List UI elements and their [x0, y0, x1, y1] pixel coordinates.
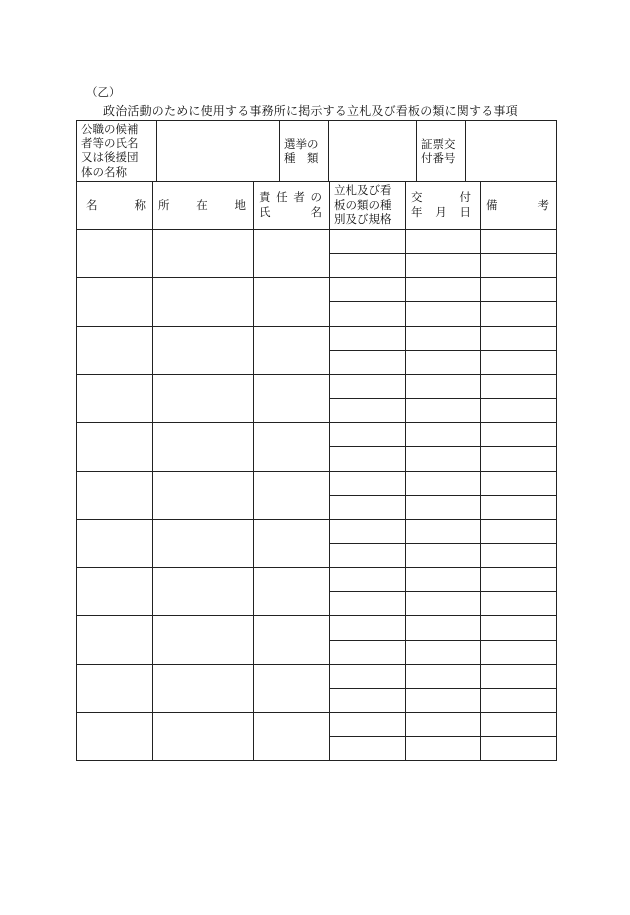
responsible-person-cell[interactable] [254, 230, 328, 276]
responsible-person-cell[interactable] [254, 713, 328, 759]
name-cell[interactable] [77, 375, 151, 421]
location-cell[interactable] [153, 472, 252, 518]
remarks-cell[interactable] [481, 689, 555, 711]
certificate-number-field[interactable] [466, 121, 555, 181]
name-cell[interactable] [77, 665, 151, 711]
column-header-remarks: 備 考 [486, 198, 549, 212]
election-type-field[interactable] [329, 121, 416, 181]
sign-type-cell[interactable] [330, 520, 404, 542]
sign-type-cell[interactable] [330, 592, 404, 614]
responsible-person-cell[interactable] [254, 327, 328, 373]
sign-type-cell[interactable] [330, 713, 404, 735]
name-cell[interactable] [77, 278, 151, 324]
location-cell[interactable] [153, 278, 252, 324]
sign-type-cell[interactable] [330, 327, 404, 349]
remarks-cell[interactable] [481, 544, 555, 566]
remarks-cell[interactable] [481, 472, 555, 494]
issue-date-cell[interactable] [406, 254, 479, 276]
candidate-name-field[interactable] [157, 121, 278, 181]
issue-date-cell[interactable] [406, 520, 479, 542]
remarks-cell[interactable] [481, 399, 555, 421]
name-cell[interactable] [77, 713, 151, 759]
name-cell[interactable] [77, 423, 151, 469]
page-title: 政治活動のために使用する事務所に掲示する立札及び看板の類に関する事項 [103, 104, 518, 118]
sign-type-cell[interactable] [330, 278, 404, 300]
sign-type-cell[interactable] [330, 689, 404, 711]
candidate-name-label: 公職の候補 者等の氏名 又は後援団 体の名称 [81, 122, 139, 179]
issue-date-cell[interactable] [406, 230, 479, 252]
election-type-label: 選挙の 種 類 [284, 137, 319, 166]
location-cell[interactable] [153, 423, 252, 469]
remarks-cell[interactable] [481, 665, 555, 687]
issue-date-cell[interactable] [406, 592, 479, 614]
issue-date-cell[interactable] [406, 713, 479, 735]
remarks-cell[interactable] [481, 375, 555, 397]
issue-date-cell[interactable] [406, 568, 479, 590]
remarks-cell[interactable] [481, 278, 555, 300]
certificate-number-label: 証票交 付番号 [421, 137, 456, 166]
sign-type-cell[interactable] [330, 616, 404, 638]
issue-date-cell[interactable] [406, 302, 479, 324]
location-cell[interactable] [153, 568, 252, 614]
location-cell[interactable] [153, 665, 252, 711]
name-cell[interactable] [77, 230, 151, 276]
sign-type-cell[interactable] [330, 351, 404, 373]
remarks-cell[interactable] [481, 737, 555, 759]
issue-date-cell[interactable] [406, 665, 479, 687]
sign-type-cell[interactable] [330, 472, 404, 494]
issue-date-cell[interactable] [406, 616, 479, 638]
issue-date-cell[interactable] [406, 737, 479, 759]
location-cell[interactable] [153, 713, 252, 759]
sign-type-cell[interactable] [330, 544, 404, 566]
sign-type-cell[interactable] [330, 399, 404, 421]
remarks-cell[interactable] [481, 520, 555, 542]
location-cell[interactable] [153, 230, 252, 276]
column-header-location: 所 在 地 [158, 198, 246, 212]
remarks-cell[interactable] [481, 254, 555, 276]
issue-date-cell[interactable] [406, 278, 479, 300]
issue-date-cell[interactable] [406, 351, 479, 373]
sign-type-cell[interactable] [330, 496, 404, 518]
name-cell[interactable] [77, 568, 151, 614]
remarks-cell[interactable] [481, 568, 555, 590]
responsible-person-cell[interactable] [254, 472, 328, 518]
remarks-cell[interactable] [481, 496, 555, 518]
responsible-person-cell[interactable] [254, 278, 328, 324]
remarks-cell[interactable] [481, 616, 555, 638]
name-cell[interactable] [77, 616, 151, 662]
issue-date-cell[interactable] [406, 641, 479, 663]
issue-date-cell[interactable] [406, 447, 479, 469]
responsible-person-cell[interactable] [254, 616, 328, 662]
remarks-cell[interactable] [481, 592, 555, 614]
sign-type-cell[interactable] [330, 737, 404, 759]
sign-type-cell[interactable] [330, 254, 404, 276]
responsible-person-cell[interactable] [254, 520, 328, 566]
remarks-cell[interactable] [481, 230, 555, 252]
issue-date-cell[interactable] [406, 423, 479, 445]
issue-date-cell[interactable] [406, 327, 479, 349]
remarks-cell[interactable] [481, 351, 555, 373]
sign-type-cell[interactable] [330, 641, 404, 663]
name-cell[interactable] [77, 327, 151, 373]
issue-date-cell[interactable] [406, 399, 479, 421]
remarks-cell[interactable] [481, 423, 555, 445]
location-cell[interactable] [153, 327, 252, 373]
issue-date-cell[interactable] [406, 472, 479, 494]
sign-type-cell[interactable] [330, 375, 404, 397]
issue-date-cell[interactable] [406, 375, 479, 397]
responsible-person-cell[interactable] [254, 665, 328, 711]
sign-type-cell[interactable] [330, 665, 404, 687]
sign-type-cell[interactable] [330, 447, 404, 469]
responsible-person-cell[interactable] [254, 423, 328, 469]
location-cell[interactable] [153, 616, 252, 662]
sign-type-cell[interactable] [330, 568, 404, 590]
remarks-cell[interactable] [481, 713, 555, 735]
remarks-cell[interactable] [481, 641, 555, 663]
location-cell[interactable] [153, 520, 252, 566]
responsible-person-cell[interactable] [254, 375, 328, 421]
form-id: （乙） [86, 85, 121, 99]
column-header-name: 名 称 [86, 198, 146, 212]
sign-type-cell[interactable] [330, 230, 404, 252]
location-cell[interactable] [153, 375, 252, 421]
remarks-cell[interactable] [481, 302, 555, 324]
sign-type-cell[interactable] [330, 423, 404, 445]
name-cell[interactable] [77, 472, 151, 518]
name-cell[interactable] [77, 520, 151, 566]
remarks-cell[interactable] [481, 327, 555, 349]
responsible-person-cell[interactable] [254, 568, 328, 614]
sign-type-cell[interactable] [330, 302, 404, 324]
remarks-cell[interactable] [481, 447, 555, 469]
issue-date-cell[interactable] [406, 544, 479, 566]
issue-date-cell[interactable] [406, 496, 479, 518]
issue-date-cell[interactable] [406, 689, 479, 711]
column-header-sign-type: 立札及び看 板の類の種 別及び規格 [334, 183, 392, 226]
